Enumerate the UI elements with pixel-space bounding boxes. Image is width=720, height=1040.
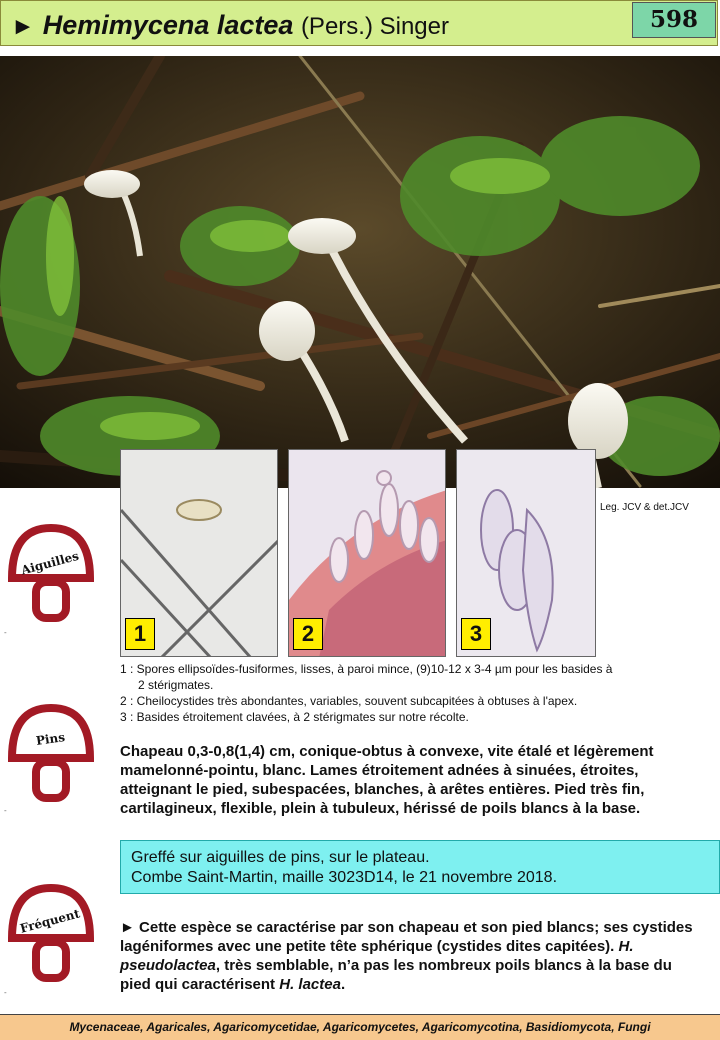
authority: (Pers.) Singer — [300, 13, 449, 40]
micrograph-number: 2 — [293, 618, 323, 650]
caption-line: 2 stérigmates. — [138, 678, 214, 692]
badge-pins — [6, 700, 96, 810]
badge-label: Pins — [35, 730, 66, 748]
micrograph-cheilocystidia — [288, 449, 446, 657]
title-bar — [0, 0, 718, 46]
scientific-name: Hemimycena lactea — [42, 10, 294, 40]
species-description: Chapeau 0,3-0,8(1,4) cm, conique-obtus à convexe, vite étalé et légèrement mamelonné-pointu, blanc. Lames étroitement adnées à sinuées, étroites, atteignant le pied, subespacées, blanches, à arêtes entières. Pied très fin, cartilagineux, flexible, plein à tubuleux, hérissé de poils blancs à la base. — [120, 743, 654, 817]
micrograph-spores — [120, 449, 278, 657]
note-middle: , très semblable, n’a pas les nombreux poils blancs à la base du pied qui caractérisent — [120, 957, 672, 993]
note-species-2: H. lactea — [279, 976, 341, 993]
note-species-1: H. pseudolactea — [120, 938, 634, 974]
mushroom-badge-icon — [6, 880, 96, 990]
plate-number: 598 — [632, 2, 716, 38]
divider: - — [4, 806, 7, 815]
note-end: . — [340, 976, 346, 993]
arrow-icon: ► — [11, 13, 35, 40]
badge-aiguilles — [6, 520, 96, 630]
taxonomy-footer: Mycenaceae, Agaricales, Agaricomycetidae, Agaricomycetes, Agaricomycotina, Basidiomycota, Fungi — [0, 1014, 720, 1040]
mushroom-badge-icon — [6, 700, 96, 810]
mushroom-badge-icon — [6, 520, 96, 630]
divider: - — [4, 628, 7, 637]
caption-line: 1 : Spores ellipsoïdes-fusiformes, lisses, à paroi mince, (9)10-12 x 3-4 µm pour les basides à — [120, 662, 613, 676]
caption-line: 3 : Basides étroitement clavées, à 2 stérigmates sur notre récolte. — [120, 710, 469, 724]
badge-frequent — [6, 880, 96, 990]
location-line: Combe Saint-Martin, maille 3023D14, le 21 novembre 2018. — [131, 869, 558, 886]
micrograph-captions — [120, 661, 710, 725]
collector-credit: Leg. JCV & det.JCV — [600, 502, 689, 513]
habitat-box — [120, 840, 720, 894]
divider: - — [4, 988, 7, 997]
micrograph-basidia — [456, 449, 596, 657]
mushroom-photo-illustration — [0, 56, 720, 488]
micrograph-number: 1 — [125, 618, 155, 650]
micrograph-number: 3 — [461, 618, 491, 650]
habitat-line: Greffé sur aiguilles de pins, sur le plateau. — [131, 849, 430, 866]
note-lead: ► Cette espèce se caractérise par son chapeau et son pied blancs; ses cystides lagéniformes avec une petite tête sphérique (cystides dites capitées). — [120, 919, 693, 955]
caption-line: 2 : Cheilocystides très abondantes, variables, souvent subcapitées à obtuses à l'apex. — [120, 694, 578, 708]
badge-label: Aiguilles — [19, 548, 81, 578]
distinguishing-note — [120, 918, 700, 994]
main-photo — [0, 56, 720, 488]
species-title — [11, 10, 449, 41]
badge-label: Fréquent — [18, 906, 82, 936]
